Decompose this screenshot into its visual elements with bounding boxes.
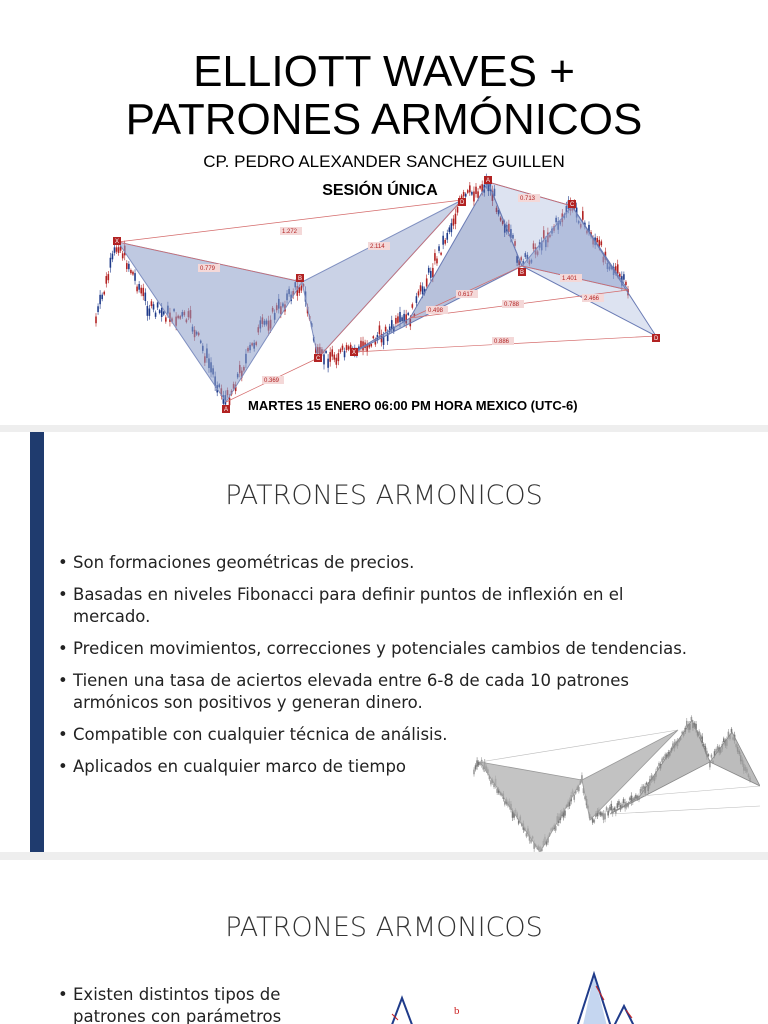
bullet-item: • Basadas en niveles Fibonacci para definir puntos de inflexión en el mercado. [58, 584, 698, 628]
bullet-item: • Predicen movimientos, correcciones y potenciales cambios de tendencias. [58, 638, 698, 660]
candle-body [635, 795, 637, 798]
candle-body [114, 247, 116, 253]
candle-body [151, 301, 153, 306]
candle-body [161, 308, 163, 317]
candle-body [116, 247, 118, 251]
candle-body [625, 282, 627, 285]
ratio-label: 0.713 [520, 196, 536, 202]
candle-body [593, 820, 595, 823]
candle-body [711, 755, 713, 758]
candle-body [623, 799, 625, 803]
point-label: A [486, 178, 491, 184]
candle-body [610, 804, 612, 810]
candle-body [420, 285, 422, 291]
point-label: A [224, 407, 229, 413]
candle-body [344, 351, 346, 357]
candle-body [407, 313, 409, 315]
bullet-item: • Compatible con cualquier técnica de análisis. [58, 724, 698, 746]
candle-body [596, 238, 598, 242]
candle-body [147, 306, 149, 316]
point-label: D [654, 336, 659, 342]
candle-body [723, 738, 725, 742]
ratio-label: 0.788 [504, 302, 520, 308]
candle-body [138, 284, 140, 290]
candle-body [600, 812, 602, 815]
ratio-label: 2.466 [584, 296, 600, 302]
ratio-label: 0.498 [428, 308, 444, 314]
candle-body [442, 236, 444, 245]
candle-body [325, 351, 327, 353]
candle-body [623, 274, 625, 280]
candle-body [453, 219, 455, 226]
slide-title [0, 48, 768, 144]
point-label: D [460, 200, 465, 206]
ratio-label: 2.114 [370, 244, 385, 250]
candle-body [126, 263, 128, 269]
bullet-item: • Existen distintos tipos de patrones con parámetros [58, 984, 318, 1024]
candle-body [333, 355, 335, 360]
bullet-item: • Tienen una tasa de aciertos elevada entre 6-8 de cada 10 patrones armónicos son positivos y generan dinero. [58, 670, 698, 714]
candle-body [112, 254, 114, 260]
point-label: C [570, 202, 575, 208]
candle-body [97, 306, 99, 312]
candle-body [163, 311, 165, 314]
candle-body [496, 789, 498, 793]
candle-body [603, 813, 605, 820]
candle-body [416, 296, 418, 303]
point-label: B [298, 276, 303, 282]
candle-body [479, 186, 481, 189]
candle-body [582, 211, 584, 220]
candle-body [530, 840, 532, 843]
session-label: SESIÓN ÚNICA [322, 182, 438, 199]
candle-body [140, 288, 142, 294]
candle-body [397, 316, 399, 322]
point-label: X [115, 239, 120, 245]
candle-body [142, 288, 144, 296]
candle-body [573, 795, 575, 800]
candle-body [469, 185, 471, 192]
candle-body [122, 253, 124, 258]
candle-body [331, 349, 333, 356]
candle-body [159, 310, 161, 313]
candle-body [601, 813, 603, 816]
slide-heading: PATRONES ARMONICOS [225, 480, 543, 511]
content-slide-2 [0, 860, 768, 1024]
ratio-label: 1.272 [282, 229, 298, 235]
ratio-label: 0.617 [458, 292, 474, 298]
candle-body [110, 258, 112, 268]
bullet-item: • Son formaciones geométricas de precios. [58, 552, 698, 574]
candle-body [342, 346, 344, 350]
candle-body [426, 278, 428, 286]
ratio-label: 0.886 [494, 339, 510, 345]
pattern-types-diagram [380, 970, 670, 1024]
title-slide [0, 0, 768, 425]
candle-body [504, 801, 506, 805]
point-label: b [454, 1005, 460, 1017]
candle-body [600, 241, 602, 245]
candle-body [440, 253, 442, 255]
candle-body [108, 274, 110, 280]
candle-body [428, 268, 430, 273]
candle-body [473, 191, 475, 201]
candle-body [323, 354, 325, 364]
candle-body [95, 317, 97, 324]
candle-body [709, 762, 711, 767]
author-name: CP. PEDRO ALEXANDER SANCHEZ GUILLEN [203, 152, 565, 171]
candle-body [155, 313, 157, 317]
candle-body [432, 268, 434, 278]
candle-body [412, 304, 414, 308]
candle-body [134, 273, 136, 281]
candle-body [446, 233, 448, 240]
candle-body [618, 801, 620, 805]
candle-body [340, 349, 342, 352]
point-label: X [352, 350, 357, 356]
harmonic-pattern-chart [90, 170, 670, 425]
candle-body [101, 295, 103, 299]
candle-body [153, 304, 155, 309]
ratio-label: 1.401 [562, 276, 578, 282]
slide-gap [0, 852, 768, 860]
candle-body [103, 292, 105, 295]
candle-body [448, 227, 450, 231]
candle-body [128, 264, 130, 269]
candle-body [229, 398, 231, 406]
candle-body [526, 833, 528, 836]
candle-body [477, 191, 479, 197]
candle-body [607, 811, 609, 816]
candle-body [617, 264, 619, 273]
candle-body [715, 749, 717, 752]
candle-body [346, 345, 348, 350]
ratio-label: 0.779 [200, 266, 216, 272]
candle-body [457, 207, 459, 213]
candle-body [379, 325, 381, 334]
candle-body [640, 789, 642, 793]
candle-body [436, 259, 438, 264]
candle-body [475, 187, 477, 194]
candle-body [455, 214, 457, 224]
candle-body [717, 746, 719, 750]
candle-body [418, 291, 420, 295]
slide-heading: PATRONES ARMONICOS [225, 912, 543, 943]
candle-body [370, 344, 372, 347]
candle-body [391, 320, 393, 329]
candle-body [465, 194, 467, 197]
pattern-line-left [390, 998, 414, 1024]
candle-body [132, 272, 134, 275]
candle-body [399, 312, 401, 322]
pattern-triangle [710, 732, 760, 786]
event-date: MARTES 15 ENERO 06:00 PM HORA MEXICO (UTC-6) [248, 398, 578, 413]
candle-body [438, 246, 440, 251]
candle-body [395, 318, 397, 324]
title-line-2: PATRONES ARMÓNICOS [125, 95, 643, 144]
candle-body [606, 807, 608, 810]
content-slide-1 [0, 432, 768, 852]
candle-body [592, 819, 594, 823]
candle-body [604, 813, 606, 819]
candle-body [430, 271, 432, 278]
title-line-1: ELLIOTT WAVES + [193, 47, 575, 96]
candle-body [336, 358, 338, 365]
candle-body [422, 286, 424, 294]
candle-body [609, 807, 611, 811]
candle-body [385, 327, 387, 332]
candle-body [301, 286, 303, 291]
candle-body [629, 798, 631, 800]
candle-body [130, 270, 132, 273]
candle-body [617, 803, 619, 808]
bullet-list [58, 552, 698, 788]
candle-body [136, 287, 138, 292]
candle-body [327, 359, 329, 368]
ratio-label: 0.369 [264, 378, 280, 384]
candle-body [144, 293, 146, 301]
candle-body [401, 317, 403, 321]
candle-body [118, 247, 120, 253]
bullet-list [58, 984, 318, 1024]
candle-body [157, 302, 159, 307]
candle-body [329, 352, 331, 362]
candle-body [564, 811, 566, 816]
candle-body [471, 192, 473, 195]
candle-body [348, 346, 350, 349]
point-label: B [520, 270, 525, 276]
candle-body [99, 295, 101, 304]
candle-body [338, 353, 340, 361]
candle-body [614, 808, 616, 811]
candle-body [451, 223, 453, 232]
candle-body [149, 309, 151, 316]
point-label: C [316, 356, 321, 362]
candle-body [463, 192, 465, 196]
candle-body [434, 253, 436, 261]
candle-body [165, 317, 167, 321]
candle-body [105, 276, 107, 284]
candle-body [467, 190, 469, 193]
candle-body [372, 336, 374, 338]
candle-body [299, 287, 301, 293]
candle-body [444, 240, 446, 244]
bullet-item: • Aplicados en cualquier marco de tiempo [58, 756, 698, 778]
